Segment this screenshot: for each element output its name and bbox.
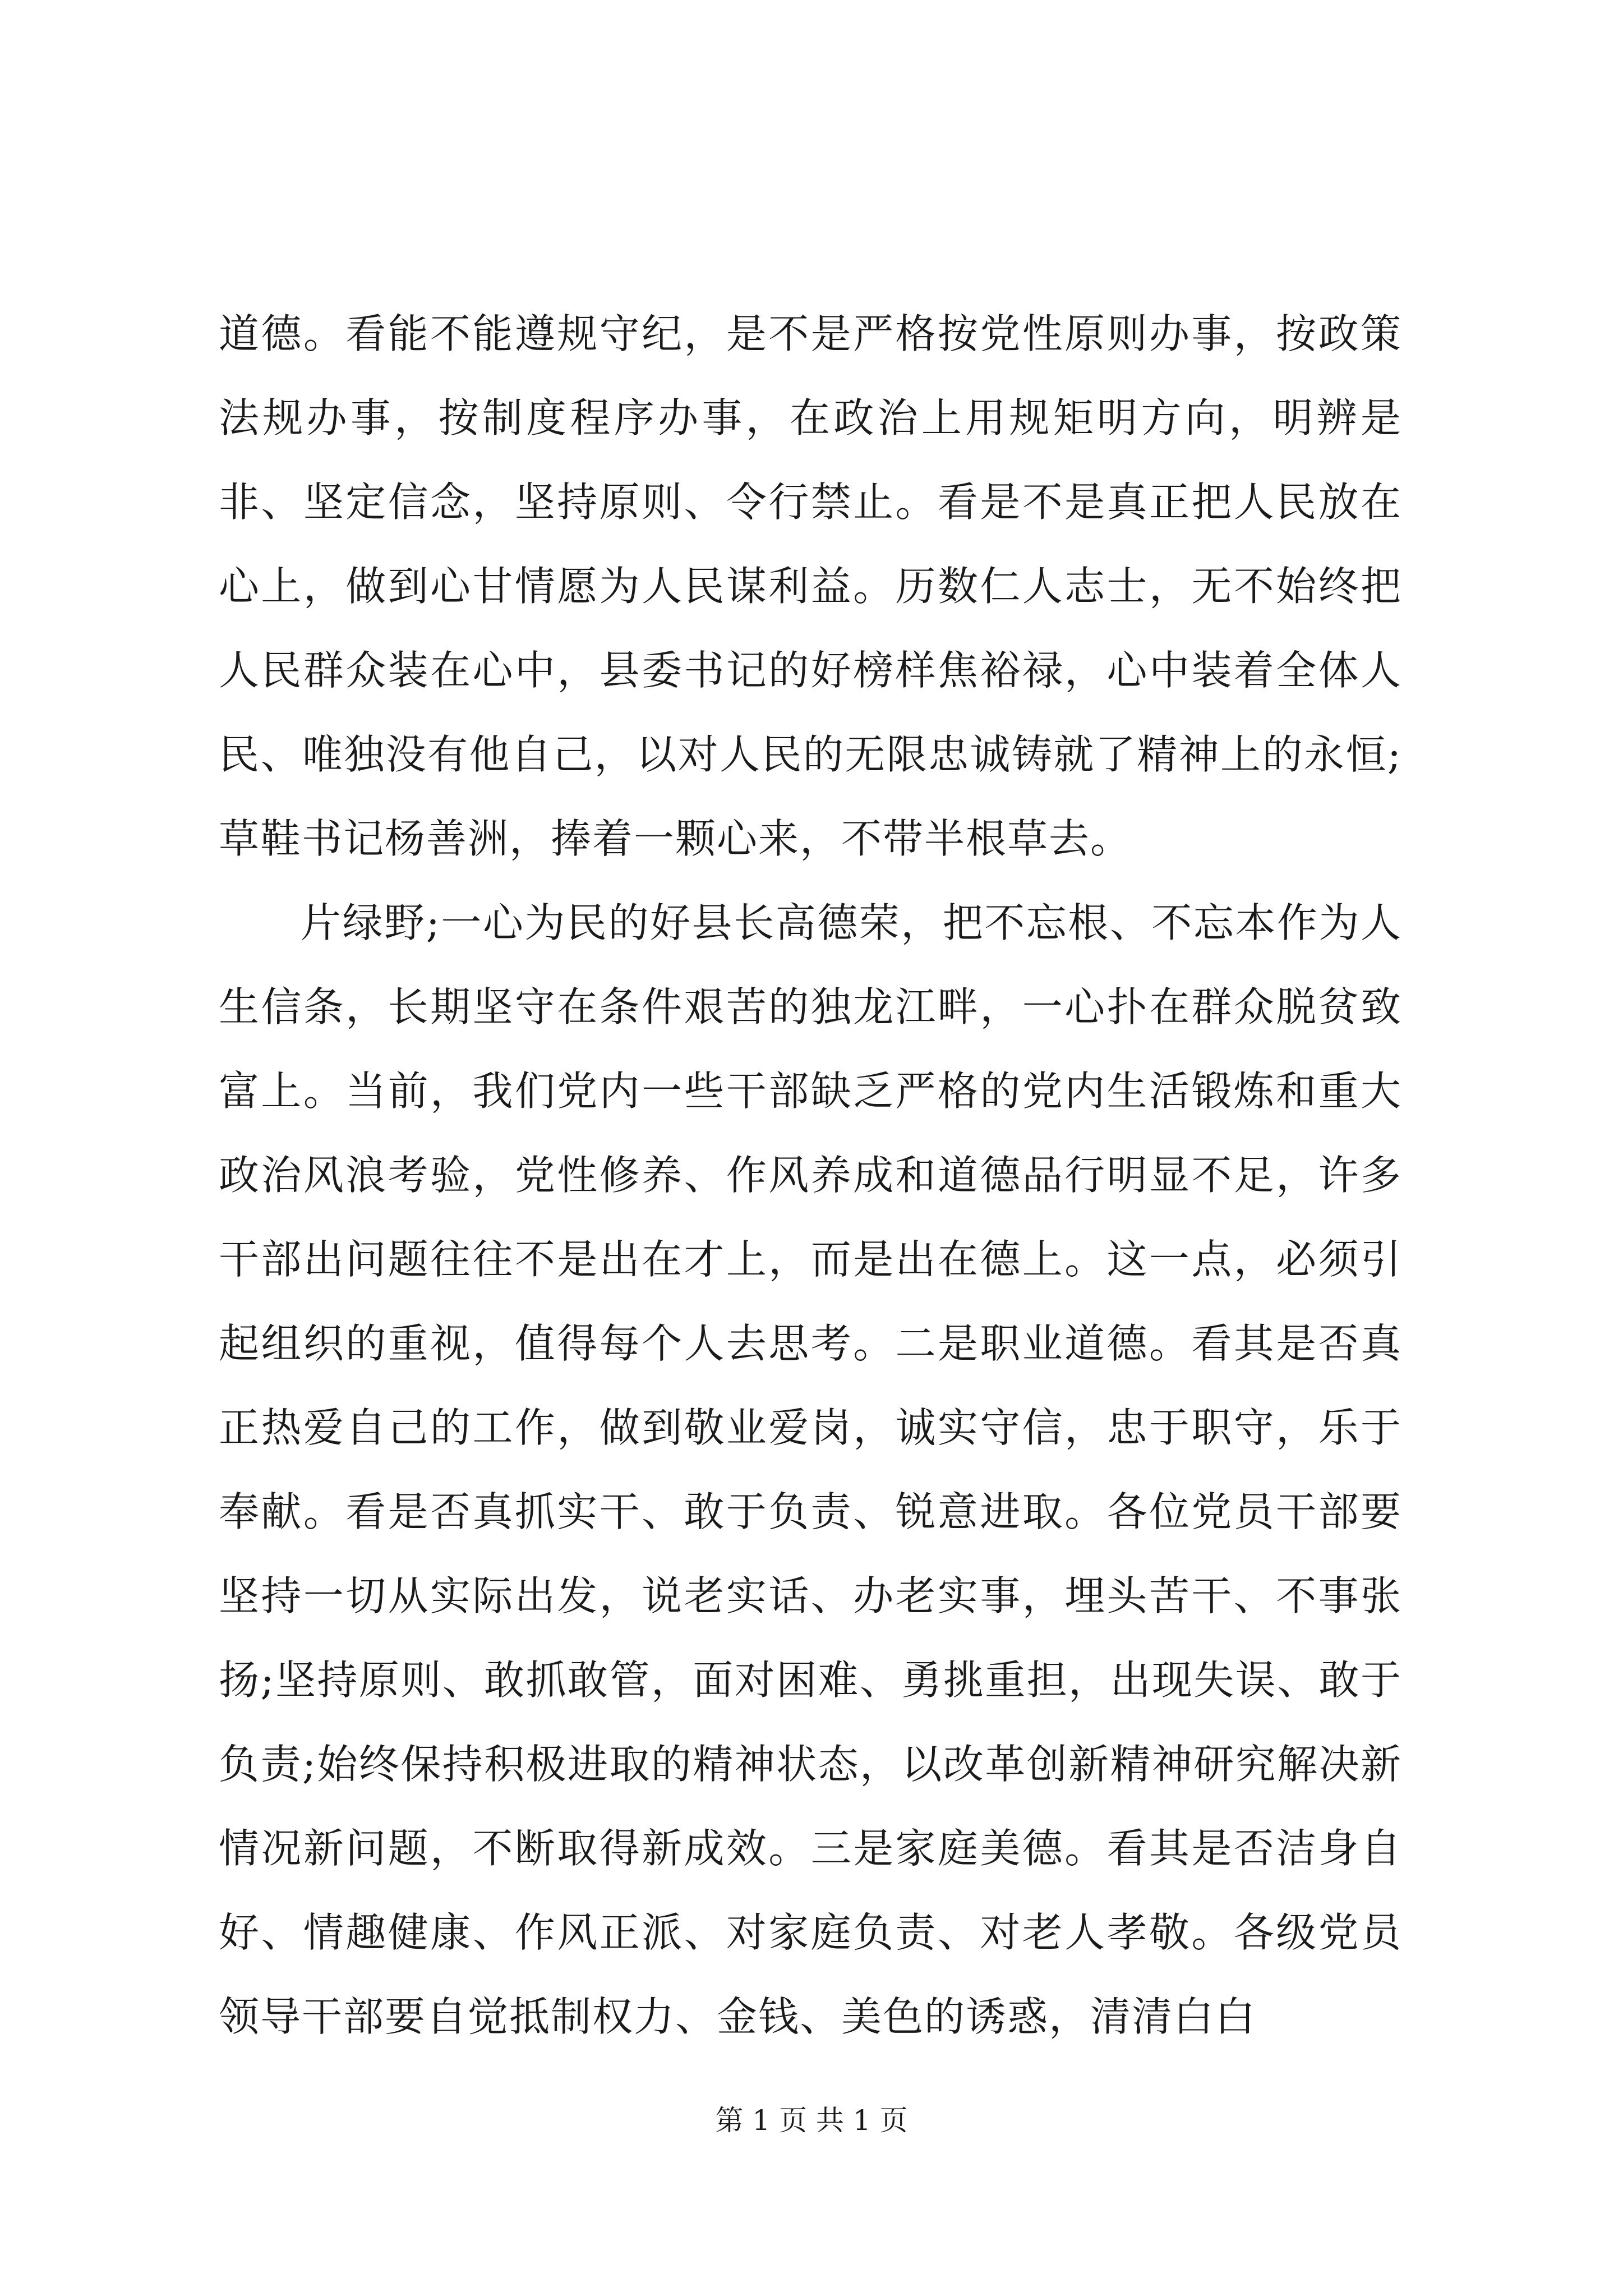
page-footer: 第 1 页 共 1 页 (715, 2104, 908, 2137)
paragraph-2: 片绿野;一心为民的好县长高德荣，把不忘根、不忘本作为人生信条，长期坚守在条件艰苦的独龙江畔，一心扑在群众脱贫致富上。当前，我们党内一些干部缺乏严格的党内生活锻炼和重大政治风浪考验，党性修养、作风养成和道德品行明显不足，许多干部出问题往往不是出在才上，而是出在德上。这一点，必须引起组织的重视，值得每个人去思考。二是职业道德。看其是否真正热爱自己的工作，做到敬业爱岗，诚实守信，忠于职守，乐于奉献。看是否真抓实干、敢于负责、锐意进取。各位党员干部要坚持一切从实际出发，说老实话、办老实事，埋头苦干、不事张扬;坚持原则、敢抓敢管，面对困难、勇挑重担，出现失误、敢于负责;始终保持积极进取的精神状态，以改革创新精神研究解决新情况新问题，不断取得新成效。三是家庭美德。看其是否洁身自好、情趣健康、作风正派、对家庭负责、对老人孝敬。各级党员领导干部要自觉抵制权力、金钱、美色的诱惑，清清白白 (219, 899, 1402, 2040)
paragraph-1: 道德。看能不能遵规守纪，是不是严格按党性原则办事，按政策法规办事，按制度程序办事，在政治上用规矩明方向，明辨是非、坚定信念，坚持原则、令行禁止。看是不是真正把人民放在心上，做到心甘情愿为人民谋利益。历数仁人志士，无不始终把人民群众装在心中，县委书记的好榜样焦裕禄，心中装着全体人民、唯独没有他自己，以对人民的无限忠诚铸就了精神上的永恒;草鞋书记杨善洲，捧着一颗心来，不带半根草去。 (219, 310, 1402, 862)
document-body (219, 292, 1402, 2059)
